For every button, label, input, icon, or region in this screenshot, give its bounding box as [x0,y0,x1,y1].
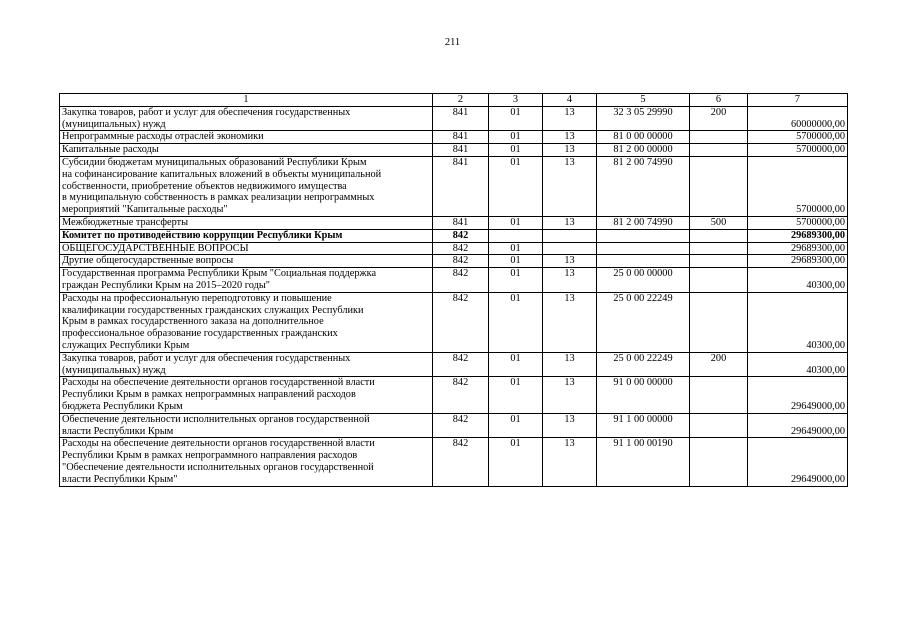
subsection-cell [543,242,597,255]
expense-type-cell [690,131,748,144]
table-row [60,377,848,413]
admin-code-cell: 842 [433,413,489,438]
item-name-line: Комитет по противодействию коррупции Республики Крым [62,229,343,241]
target-article-cell: 25 0 00 22249 [597,292,690,352]
item-name-line: Расходы на обеспечение деятельности органов государственной власти [62,438,375,450]
target-article-cell: 91 1 00 00000 [597,413,690,438]
item-name-cell [60,156,433,216]
target-article-cell: 91 0 00 00000 [597,377,690,413]
section-cell: 01 [489,255,543,268]
expense-type-cell [690,242,748,255]
amount-cell: 40300,00 [748,292,848,352]
item-name-line: Непрограммные расходы отраслей экономики [62,131,264,143]
item-name-line: бюджета Республики Крым [62,400,183,412]
expense-type-cell [690,438,748,486]
item-name-cell [60,352,433,377]
table-row [60,292,848,352]
amount-cell: 29649000,00 [748,413,848,438]
section-cell: 01 [489,352,543,377]
column-header: 6 [690,94,748,107]
table-row [60,131,848,144]
column-header: 2 [433,94,489,107]
item-name-line: Республики Крым в рамках непрограммных направлений расходов [62,389,356,401]
subsection-cell: 13 [543,268,597,293]
admin-code-cell: 842 [433,438,489,486]
amount-cell: 29649000,00 [748,377,848,413]
target-article-cell: 32 3 05 29990 [597,106,690,131]
item-name-line: Межбюджетные трансферты [62,216,189,228]
target-article-cell [597,255,690,268]
item-name-cell [60,438,433,486]
item-name-line: Другие общегосударственные вопросы [62,255,234,267]
item-name-line: Расходы на обеспечение деятельности органов государственной власти [62,377,375,389]
table-body [60,106,848,486]
table-row [60,106,848,131]
table-row [60,216,848,229]
section-cell [489,229,543,242]
admin-code-cell: 842 [433,377,489,413]
section-cell: 01 [489,106,543,131]
admin-code-cell: 841 [433,106,489,131]
item-name-line: Закупка товаров, работ и услуг для обеспечения государственных [62,352,351,364]
subsection-cell: 13 [543,377,597,413]
subsection-cell: 13 [543,255,597,268]
target-article-cell: 81 0 00 00000 [597,131,690,144]
table-row [60,144,848,157]
admin-code-cell: 842 [433,229,489,242]
item-name-line: Обеспечение деятельности исполнительных органов государственной [62,413,370,425]
amount-cell: 40300,00 [748,352,848,377]
subsection-cell: 13 [543,144,597,157]
target-article-cell: 25 0 00 00000 [597,268,690,293]
item-name-line: Расходы на профессиональную переподготовку и повышение [62,292,332,304]
item-name-line: на софинансирование капитальных вложений в объекты муниципальной [62,168,382,180]
table-row [60,268,848,293]
target-article-cell: 81 2 00 74990 [597,156,690,216]
item-name-line: власти Республики Крым" [62,473,178,485]
item-name-cell [60,413,433,438]
subsection-cell: 13 [543,438,597,486]
column-header: 5 [597,94,690,107]
item-name-line: Капитальные расходы [62,144,159,156]
target-article-cell [597,229,690,242]
section-cell: 01 [489,156,543,216]
table-row [60,255,848,268]
section-cell: 01 [489,144,543,157]
budget-table [59,93,848,487]
admin-code-cell: 841 [433,156,489,216]
section-cell: 01 [489,413,543,438]
section-cell: 01 [489,292,543,352]
expense-type-cell [690,144,748,157]
target-article-cell: 81 2 00 74990 [597,216,690,229]
item-name-cell [60,377,433,413]
amount-cell: 29689300,00 [748,229,848,242]
section-cell: 01 [489,438,543,486]
admin-code-cell: 842 [433,292,489,352]
item-name-line: Субсидии бюджетам муниципальных образований Республики Крым [62,156,367,168]
admin-code-cell: 842 [433,268,489,293]
target-article-cell: 91 1 00 00190 [597,438,690,486]
item-name-line: мероприятий "Капитальные расходы" [62,204,228,216]
subsection-cell: 13 [543,352,597,377]
item-name-line: собственности, приобретение объектов недвижимого имущества [62,180,347,192]
table-row [60,352,848,377]
item-name-cell [60,229,433,242]
item-name-line: (муниципальных) нужд [62,364,166,376]
item-name-line: ОБЩЕГОСУДАРСТВЕННЫЕ ВОПРОСЫ [62,242,249,254]
admin-code-cell: 842 [433,242,489,255]
admin-code-cell: 841 [433,131,489,144]
column-header: 1 [60,94,433,107]
column-header: 7 [748,94,848,107]
column-header: 3 [489,94,543,107]
table-row [60,438,848,486]
amount-cell: 5700000,00 [748,216,848,229]
item-name-line: профессиональное образование государственных гражданских [62,328,338,340]
page-number: 211 [444,37,461,48]
amount-cell: 5700000,00 [748,131,848,144]
section-cell: 01 [489,242,543,255]
amount-cell: 60000000,00 [748,106,848,131]
item-name-line: (муниципальных) нужд [62,118,166,130]
item-name-line: "Обеспечение деятельности исполнительных органов государственной [62,461,374,473]
subsection-cell: 13 [543,106,597,131]
expense-type-cell: 500 [690,216,748,229]
expense-type-cell [690,413,748,438]
item-name-cell [60,268,433,293]
target-article-cell: 81 2 00 00000 [597,144,690,157]
item-name-cell [60,131,433,144]
column-header: 4 [543,94,597,107]
target-article-cell [597,242,690,255]
table-row [60,156,848,216]
amount-cell: 5700000,00 [748,144,848,157]
expense-type-cell [690,229,748,242]
table-row [60,229,848,242]
amount-cell: 5700000,00 [748,156,848,216]
item-name-line: в муниципальную собственность в рамках реализации непрограммных [62,192,375,204]
admin-code-cell: 841 [433,144,489,157]
item-name-line: Крым в рамках государственного заказа на дополнительное [62,316,324,328]
expense-type-cell [690,255,748,268]
table-row [60,242,848,255]
expense-type-cell [690,156,748,216]
section-cell: 01 [489,216,543,229]
amount-cell: 40300,00 [748,268,848,293]
subsection-cell: 13 [543,156,597,216]
expense-type-cell [690,268,748,293]
amount-cell: 29689300,00 [748,242,848,255]
item-name-line: Республики Крым в рамках непрограммного направления расходов [62,450,358,462]
expense-type-cell [690,377,748,413]
item-name-line: служащих Республики Крым [62,339,190,351]
subsection-cell: 13 [543,131,597,144]
amount-cell: 29689300,00 [748,255,848,268]
header-row [60,94,848,107]
item-name-cell [60,216,433,229]
expense-type-cell: 200 [690,352,748,377]
admin-code-cell: 842 [433,255,489,268]
item-name-line: власти Республики Крым [62,425,174,437]
item-name-line: квалификации государственных гражданских служащих Республики [62,304,364,316]
subsection-cell: 13 [543,413,597,438]
subsection-cell: 13 [543,292,597,352]
amount-cell: 29649000,00 [748,438,848,486]
section-cell: 01 [489,377,543,413]
item-name-cell [60,255,433,268]
target-article-cell: 25 0 00 22249 [597,352,690,377]
item-name-cell [60,292,433,352]
section-cell: 01 [489,131,543,144]
item-name-line: граждан Республики Крым на 2015–2020 годы" [62,279,270,291]
table-row [60,413,848,438]
admin-code-cell: 842 [433,352,489,377]
item-name-line: Государственная программа Республики Крым "Социальная поддержка [62,268,377,280]
item-name-line: Закупка товаров, работ и услуг для обеспечения государственных [62,106,351,118]
subsection-cell [543,229,597,242]
admin-code-cell: 841 [433,216,489,229]
item-name-cell [60,144,433,157]
item-name-cell [60,106,433,131]
item-name-cell [60,242,433,255]
expense-type-cell: 200 [690,106,748,131]
subsection-cell: 13 [543,216,597,229]
section-cell: 01 [489,268,543,293]
expense-type-cell [690,292,748,352]
